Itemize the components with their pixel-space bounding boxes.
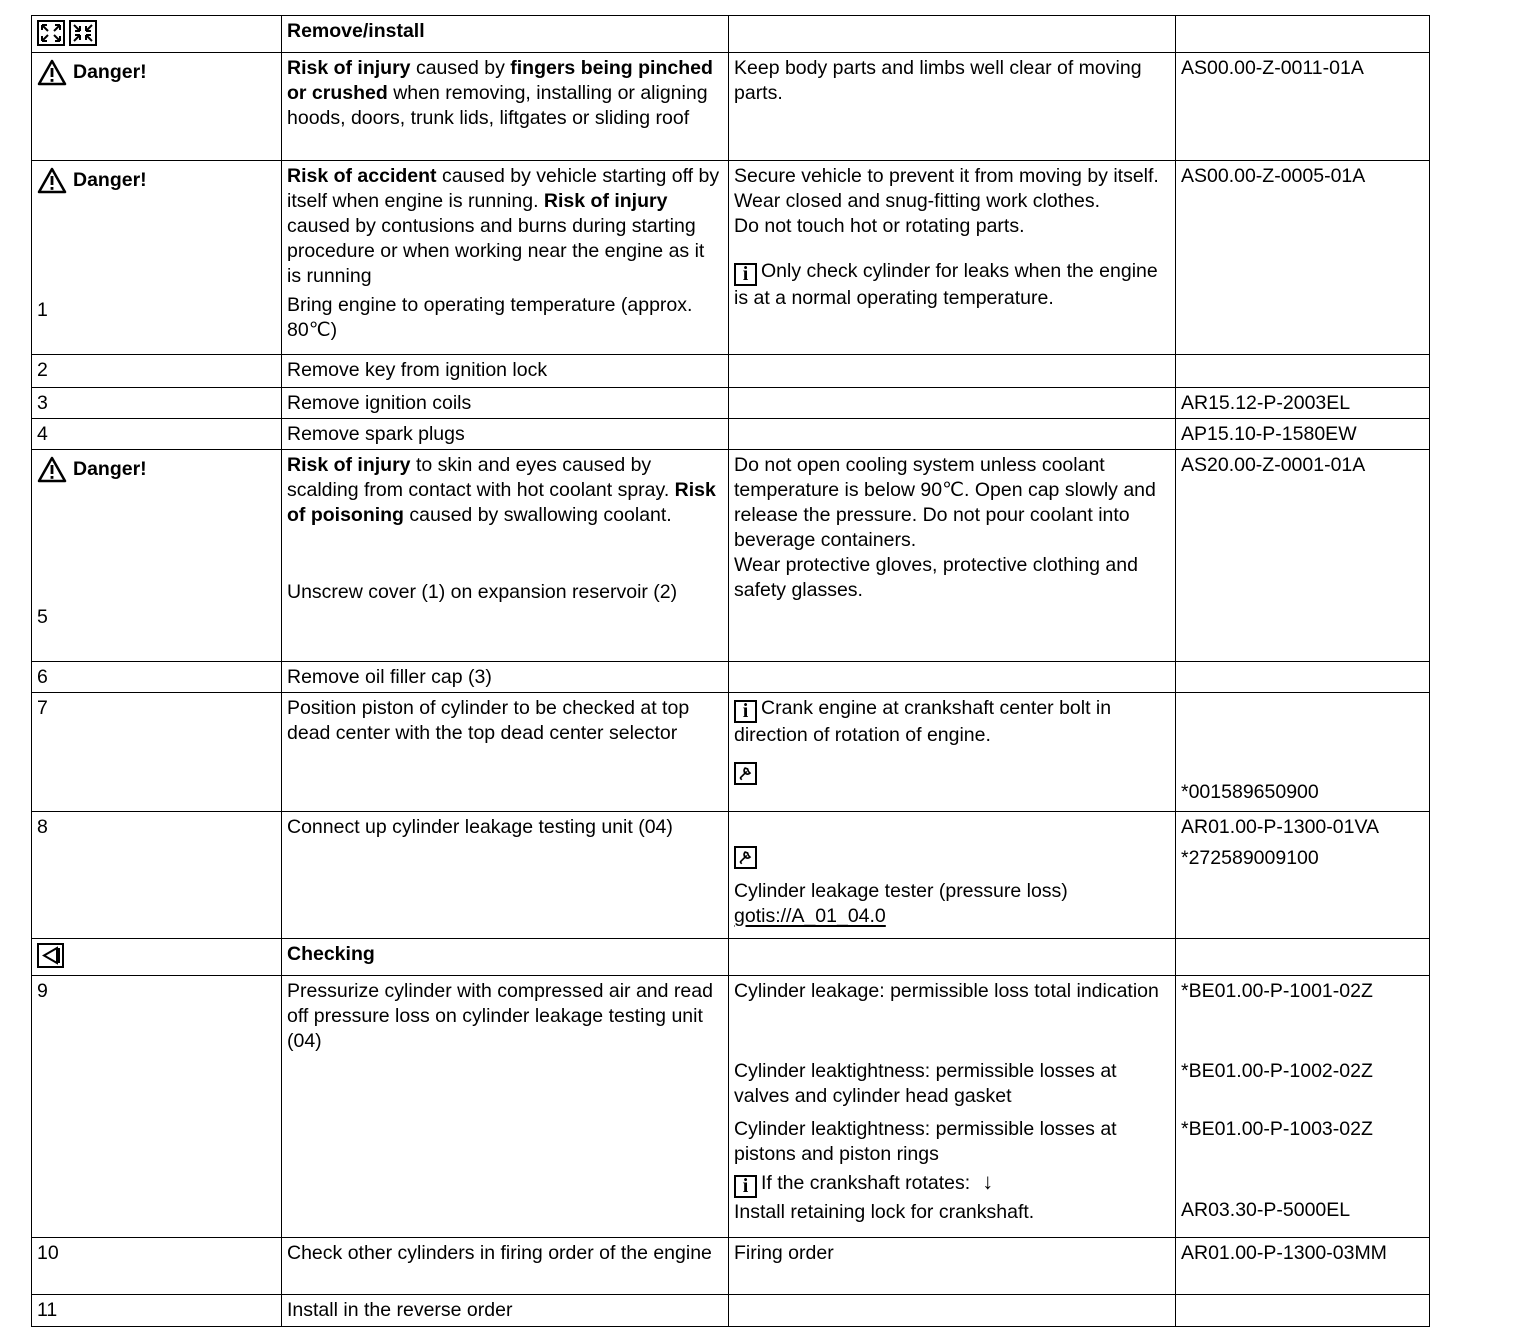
danger-row <box>32 161 1430 355</box>
spec-note: Cylinder leaktightness: permissible losses at pistons and piston rings <box>734 1118 1117 1165</box>
danger-label: Danger! <box>37 59 276 86</box>
document-ref-link[interactable]: AR03.30-P-5000EL <box>1181 1199 1351 1221</box>
expand-icon[interactable] <box>37 20 65 46</box>
step-number: 7 <box>37 697 48 719</box>
step-number: 3 <box>37 392 48 414</box>
step-text: Check other cylinders in firing order of the engine <box>287 1242 712 1264</box>
info-note: i Only check cylinder for leaks when the engine is at a normal operating temperature. <box>734 260 1158 309</box>
document-ref-link[interactable]: AR15.12-P-2003EL <box>1181 392 1351 414</box>
step-text: Position piston of cylinder to be checked at top dead center with the top dead center selector <box>287 697 690 744</box>
document-ref: AS00.00-Z-0011-01A <box>1181 57 1364 79</box>
gotis-link[interactable]: gotis://A_01_04.0 <box>734 905 886 927</box>
step-text: Remove key from ignition lock <box>287 359 548 381</box>
step-row <box>32 1295 1430 1327</box>
step-text: Connect up cylinder leakage testing unit (04) <box>287 816 673 838</box>
section-title: Remove/install <box>287 20 425 42</box>
step-row <box>32 1238 1430 1295</box>
step-row <box>32 812 1430 939</box>
danger-note-line: Wear protective gloves, protective clothing and safety glasses. <box>734 554 1138 601</box>
checking-icon <box>37 943 64 968</box>
tool-name: Cylinder leakage tester (pressure loss) <box>734 880 1068 902</box>
step-number: 4 <box>37 423 48 445</box>
step-number: 10 <box>37 1242 59 1264</box>
danger-note-line: Do not touch hot or rotating parts. <box>734 215 1025 237</box>
step-row <box>32 388 1430 419</box>
step-text: Remove spark plugs <box>287 423 465 445</box>
danger-text: Risk of injury caused by fingers being pinched or crushed when removing, installing or aligning hoods, doors, trunk lids, liftgates or sliding roof <box>287 57 713 129</box>
danger-label: Danger! <box>37 167 276 194</box>
step-number: 9 <box>37 980 48 1002</box>
spec-ref-link[interactable]: *BE01.00-P-1003-02Z <box>1181 1118 1373 1140</box>
document-ref: AS20.00-Z-0001-01A <box>1181 454 1366 476</box>
procedure-table <box>31 15 1430 1327</box>
info-note: i Crank engine at crankshaft center bolt in direction of rotation of engine. <box>734 697 1112 746</box>
collapse-icon[interactable] <box>69 20 97 46</box>
warning-triangle-icon <box>37 59 67 86</box>
special-tool-icon[interactable] <box>734 762 757 785</box>
spec-note: Cylinder leakage: permissible loss total indication <box>734 980 1159 1002</box>
danger-text: Risk of injury to skin and eyes caused by scalding from contact with hot coolant spray. Risk of poisoning caused by swallowing coolant. <box>287 454 716 526</box>
spec-ref-link[interactable]: *BE01.00-P-1002-02Z <box>1181 1060 1373 1082</box>
step-text: Install in the reverse order <box>287 1299 513 1321</box>
step-text: Remove ignition coils <box>287 392 472 414</box>
step-row <box>32 662 1430 693</box>
step-row <box>32 976 1430 1238</box>
warning-triangle-icon <box>37 167 67 194</box>
document-ref-link[interactable]: AP15.10-P-1580EW <box>1181 423 1357 445</box>
step-text: Remove oil filler cap (3) <box>287 666 492 688</box>
step-text: Bring engine to operating temperature (approx. 80℃) <box>287 294 693 341</box>
section-title: Checking <box>287 943 375 965</box>
danger-row <box>32 450 1430 662</box>
danger-label: Danger! <box>37 456 276 483</box>
danger-row <box>32 53 1430 161</box>
header-row <box>32 16 1430 53</box>
document-ref: AS00.00-Z-0005-01A <box>1181 165 1366 187</box>
danger-note-line: Wear closed and snug-fitting work clothes. <box>734 190 1100 212</box>
step-number: 1 <box>37 299 48 321</box>
info-icon: i <box>734 263 757 286</box>
danger-note-line: Do not open cooling system unless coolant temperature is below 90℃. Open cap slowly and release the pressure. Do not pour coolant into beverage containers. <box>734 454 1156 551</box>
info-icon: i <box>734 700 757 723</box>
tool-part-number[interactable]: *272589009100 <box>1181 847 1319 869</box>
checking-header-row <box>32 939 1430 976</box>
special-tool-icon[interactable] <box>734 846 757 869</box>
step-number: 8 <box>37 816 48 838</box>
spec-note: Install retaining lock for crankshaft. <box>734 1200 1035 1223</box>
info-icon: i <box>734 1175 757 1198</box>
arrow-down-icon: ↓ <box>982 1169 994 1194</box>
spec-note: Cylinder leaktightness: permissible losses at valves and cylinder head gasket <box>734 1060 1117 1107</box>
danger-note: Keep body parts and limbs well clear of moving parts. <box>734 57 1142 104</box>
step-row <box>32 693 1430 812</box>
danger-text: Risk of accident caused by vehicle starting off by itself when engine is running. Risk of injury caused by contusions and burns during starting procedure or when working near the engine as it is running <box>287 165 720 287</box>
warning-triangle-icon <box>37 456 67 483</box>
step-number: 6 <box>37 666 48 688</box>
step-number: 2 <box>37 359 48 381</box>
step-number: 5 <box>37 606 48 628</box>
spec-ref-link[interactable]: *BE01.00-P-1001-02Z <box>1181 980 1373 1002</box>
step-row <box>32 419 1430 450</box>
document-ref-link[interactable]: AR01.00-P-1300-03MM <box>1181 1242 1387 1264</box>
step-row <box>32 355 1430 388</box>
spec-note: Firing order <box>734 1242 834 1264</box>
step-text: Pressurize cylinder with compressed air and read off pressure loss on cylinder leakage testing unit (04) <box>287 980 713 1052</box>
step-number: 11 <box>37 1299 58 1321</box>
step-text: Unscrew cover (1) on expansion reservoir (2) <box>287 581 678 603</box>
tool-part-number[interactable]: *001589650900 <box>1181 781 1319 803</box>
danger-note-line: Secure vehicle to prevent it from moving by itself. <box>734 165 1159 187</box>
info-note: i If the crankshaft rotates: ↓ <box>734 1169 1170 1198</box>
document-ref-link[interactable]: AR01.00-P-1300-01VA <box>1181 816 1380 838</box>
